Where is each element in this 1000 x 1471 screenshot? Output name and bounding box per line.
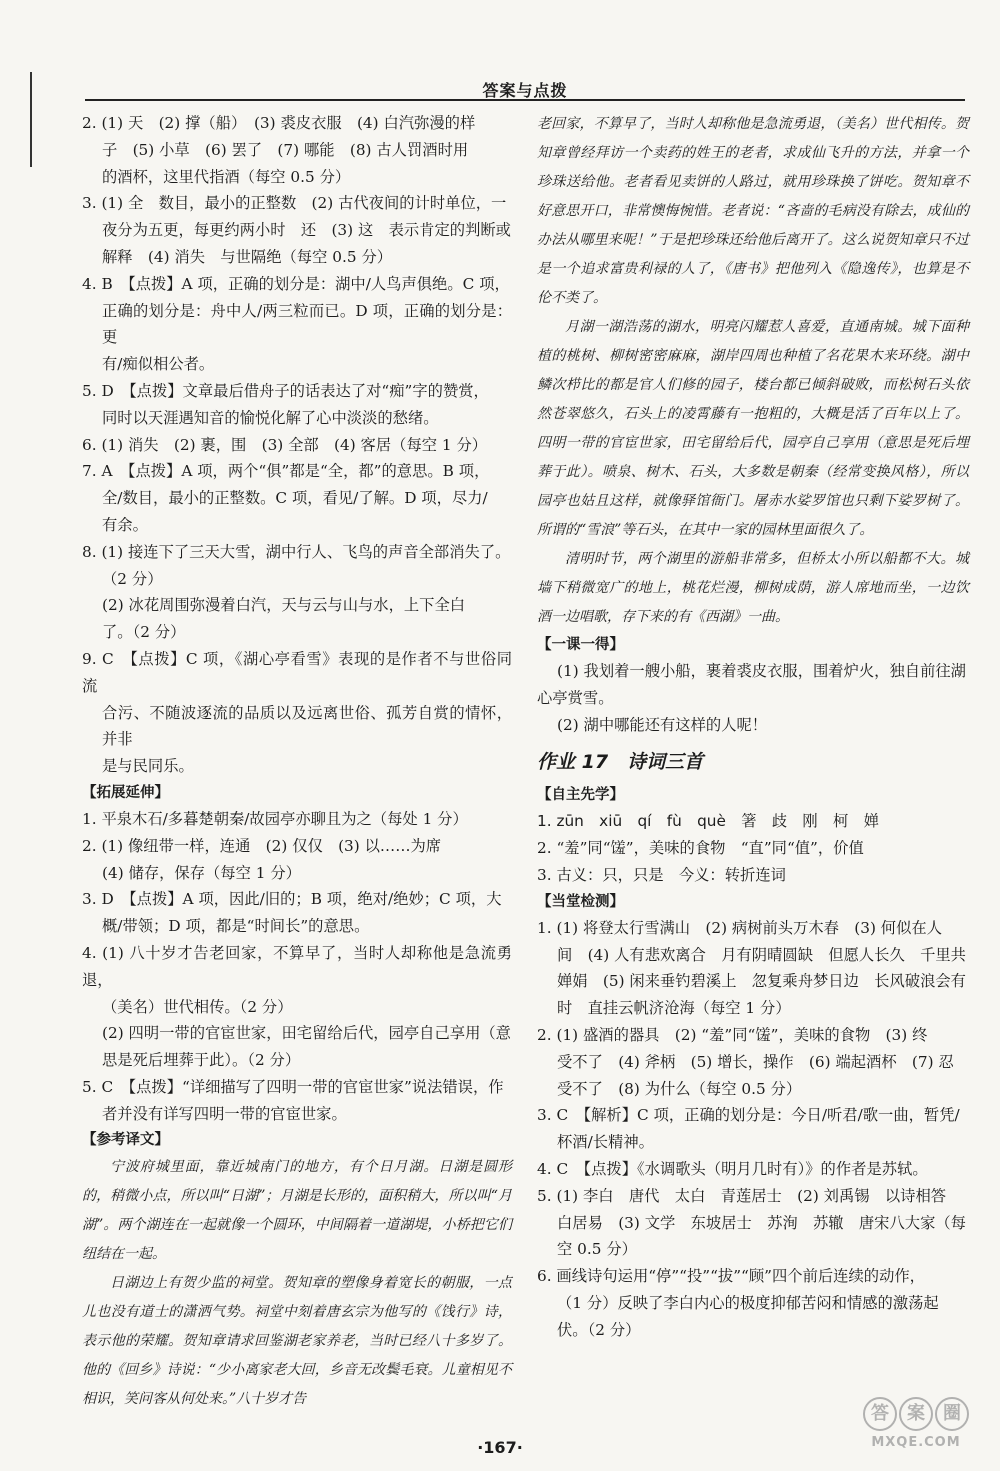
watermark-logo xyxy=(846,1397,986,1431)
answer-line: （美名）世代相传。（2 分） xyxy=(102,997,293,1016)
section-heading: 【拓展延伸】 xyxy=(82,784,169,801)
watermark-logo-char: 圈 xyxy=(935,1397,969,1431)
answer-line: 解释 (4) 消失 与世隔绝（每空 0.5 分） xyxy=(102,247,393,266)
answer-item: 3. (1) 全 数目，最小的正整数 (2) 古代夜间的计时单位，一 xyxy=(82,194,507,213)
translation-paragraph: 老回家，不算早了，当时人却称他是急流勇退，（美名）世代相传。贺知章曾经拜访一个卖药的姓王的老者，求成仙飞升的方法，并拿一个珍珠送给他。老者看见卖饼的人路过，就用珍珠换了饼吃。贺知章不好意思开口，非常懊悔惋惜。老者说：“吝啬的毛病没有除去，成仙的办法从哪里来呢！”于是把珍珠还给他后离开了。这么说贺知章只不过是一个追求富贵利禄的人了，《唐书》把他列入《隐逸传》，也算是不伦不类了。 xyxy=(537,116,969,306)
answer-line: 间 (4) 人有悲欢离合 月有阴晴圆缺 但愿人长久 千里共 xyxy=(557,945,966,964)
answer-item: 5. D 【点拨】文章最后借舟子的话表达了对“痴”字的赞赏， xyxy=(82,381,489,400)
translation-paragraph: 月湖一湖浩荡的湖水，明亮闪耀惹人喜爱，直通南城。城下面种植的桃树、柳树密密麻麻，湖岸四周也种植了名花果木来环绕。湖中鳞次栉比的都是官人们修的园子，楼台都已倾斜破败，而松树石头依然苍翠悠久，石头上的凌霄藤有一抱粗的，大概是活了百年以上了。四明一带的官宦世家，田宅留给后代，园亭自己享用（意思是死后埋葬于此）。喷泉、树木、石头，大多数是朝秦（经常变换风格），所以园亭也姑且这样，就像驿馆衙门。屠赤水娑罗馆也只剩下娑罗树了。所谓的“雪浪”等石头，在其中一家的园林里面很久了。 xyxy=(537,319,969,538)
answer-item: 1. (1) 将登太行雪满山 (2) 病树前头万木春 (3) 何似在人 xyxy=(537,918,942,937)
page-number: ·167· xyxy=(477,1438,523,1457)
answer-item: 1. 平泉木石/多暮楚朝秦/故园亭亦聊且为之（每处 1 分） xyxy=(82,809,468,828)
answer-line: （1 分）反映了李白内心的极度抑郁苦闷和情感的激荡起 xyxy=(557,1293,939,1312)
answer-line: 夜分为五更，每更约两小时 还 (3) 这 表示肯定的判断或 xyxy=(102,221,511,240)
answer-item: 4. (1) 八十岁才告老回家，不算早了，当时人却称他是急流勇退， xyxy=(82,943,512,989)
answer-item: 2. (1) 像纽带一样，连通 (2) 仅仅 (3) 以……为席 xyxy=(82,836,442,855)
answer-item: 9. C 【点拨】C 项，《湖心亭看雪》表现的是作者不与世俗同流 xyxy=(82,649,512,695)
answer-line: 者并没有详写四明一带的官宦世家。 xyxy=(102,1104,347,1123)
left-column xyxy=(82,110,512,1414)
translation-paragraph: 日湖边上有贺少监的祠堂。贺知章的塑像身着宽长的朝服，一点儿也没有道士的潇洒气势。祠堂中刻着唐玄宗为他写的《饯行》诗，表示他的荣耀。贺知章请求回鉴湖老家养老，当时已经八十多岁了。他的《回乡》诗说：“少小离家老大回，乡音无改鬓毛衰。儿童相见不相识，笑问客从何处来。”八十岁才告 xyxy=(82,1275,512,1408)
answer-line: 伏。（2 分） xyxy=(557,1320,641,1339)
answer-item: 6. (1) 消失 (2) 裹，围 (3) 全部 (4) 客居（每空 1 分） xyxy=(82,435,488,454)
answer-line: 白居易 (3) 文学 东坡居士 苏洵 苏辙 唐宋八大家（每 xyxy=(557,1213,966,1232)
answer-item: 6. 画线诗句运用“停”“投”“拔”“顾”四个前后连续的动作， xyxy=(537,1267,925,1286)
answer-line: 的酒杯，这里代指酒（每空 0.5 分） xyxy=(102,167,351,186)
answer-line: 受不了 (8) 为什么（每空 0.5 分） xyxy=(557,1079,802,1098)
answer-line: (2) 湖中哪能还有这样的人呢！ xyxy=(557,715,768,734)
watermark-logo-char: 答 xyxy=(863,1397,897,1431)
answer-line: 正确的划分是：舟中人/两三粒而已。D 项，正确的划分是：更 xyxy=(102,301,512,347)
answer-line: 是与民同乐。 xyxy=(102,757,194,776)
answer-line: 有/痴似相公者。 xyxy=(102,355,215,374)
section-heading: 【参考译文】 xyxy=(82,1132,169,1149)
answer-line: 有余。 xyxy=(102,515,148,534)
answer-line: 受不了 (4) 斧柄 (5) 增长，操作 (6) 端起酒杯 (7) 忍 xyxy=(557,1052,954,1071)
answer-line: 思是死后埋葬于此）。（2 分） xyxy=(102,1051,301,1070)
answer-line: 空 0.5 分） xyxy=(557,1240,637,1259)
answer-line: (4) 储存，保存（每空 1 分） xyxy=(102,863,301,882)
answer-line: (2) 四明一带的官宦世家，田宅留给后代，园亭自己享用（意 xyxy=(102,1024,511,1043)
answer-item: 2. (1) 盛酒的器具 (2) “羞”同“馐”，美味的食物 (3) 终 xyxy=(537,1025,928,1044)
answer-item: 2. “羞”同“馐”，美味的食物 “直”同“值”，价值 xyxy=(537,839,864,858)
watermark-site: MXQE.COM xyxy=(871,1435,961,1450)
translation-paragraph: 清明时节，两个湖里的游船非常多，但桥太小所以船都不大。城墙下稍微宽广的地上，桃花烂漫，柳树成荫，游人席地而坐，一边饮酒一边唱歌，存下来的有《西湖》一曲。 xyxy=(537,551,969,625)
page-header-title: 答案与点拨 xyxy=(482,81,568,100)
answer-line: 子 (5) 小草 (6) 罢了 (7) 哪能 (8) 古人罚酒时用 xyxy=(102,140,469,159)
answer-line: 心亭赏雪。 xyxy=(537,688,614,707)
answer-line: （2 分） xyxy=(102,569,163,588)
pinyin-answer: 1. zūn xiū qí fù què 箸 歧 刚 柯 婵 xyxy=(537,812,879,831)
answer-item: 3. C 【解析】C 项，正确的划分是：今日/听君/歌一曲，暂凭/ xyxy=(537,1106,960,1125)
answer-line: 全/数目，最小的正整数。C 项，看见/了解。D 项，尽力/ xyxy=(102,489,488,508)
answer-item: 2. (1) 天 (2) 撑（船） (3) 裘皮衣服 (4) 白汽弥漫的样 xyxy=(82,114,476,132)
answer-item: 3. 古义：只，只是 今义：转折连词 xyxy=(537,865,786,884)
section-heading: 【当堂检测】 xyxy=(537,893,624,910)
watermark-logo-char: 案 xyxy=(899,1397,933,1431)
answer-item: 5. (1) 李白 唐代 太白 青莲居士 (2) 刘禹锡 以诗相答 xyxy=(537,1186,947,1205)
header-rule xyxy=(85,99,965,101)
section-heading: 【自主先学】 xyxy=(537,787,624,804)
watermark xyxy=(846,1393,986,1465)
answer-line: (1) 我划着一艘小船，裹着裘皮衣服，围着炉火，独自前往湖 xyxy=(557,662,966,680)
answer-item: 4. B 【点拨】A 项，正确的划分是：湖中/人鸟声俱绝。C 项， xyxy=(82,274,510,293)
answer-line: (2) 冰花周围弥漫着白汽，天与云与山与水，上下全白 xyxy=(102,596,466,615)
answer-item: 4. C 【点拨】《水调歌头（明月几时有）》的作者是苏轼。 xyxy=(537,1159,928,1178)
answer-item: 5. C 【点拨】“详细描写了四明一带的官宦世家”说法错误，作 xyxy=(82,1077,504,1096)
answer-line: 杯酒/长精神。 xyxy=(557,1133,654,1152)
answer-line: 了。（2 分） xyxy=(102,623,186,642)
right-column xyxy=(537,110,969,1344)
section-heading: 【一课一得】 xyxy=(537,637,624,653)
answer-line: 合污、不随波逐流的品质以及远离世俗、孤芳自赏的情怀，并非 xyxy=(102,703,512,749)
answer-item: 3. D 【点拨】A 项，因此/旧的；B 项，绝对/绝妙；C 项，大 xyxy=(82,890,502,909)
answer-line: 时 直挂云帆济沧海（每空 1 分） xyxy=(557,999,791,1018)
answer-item: 8. (1) 接连下了三天大雪，湖中行人、飞鸟的声音全部消失了。 xyxy=(82,542,511,561)
answer-item: 7. A 【点拨】A 项，两个“俱”都是“全，都”的意思。B 项， xyxy=(82,462,490,481)
answer-line: 婵娟 (5) 闲来垂钓碧溪上 忽复乘舟梦日边 长风破浪会有 xyxy=(557,972,966,991)
answer-line: 同时以天涯遇知音的愉悦化解了心中淡淡的愁绪。 xyxy=(102,408,439,427)
assignment-title: 作业 17 诗词三首 xyxy=(537,751,704,774)
answer-line: 概/带领；D 项，都是“时间长”的意思。 xyxy=(102,917,370,936)
translation-paragraph: 宁波府城里面，靠近城南门的地方，有个日月湖。日湖是圆形的，稍微小点，所以叫“日湖”；月湖是长形的，面积稍大，所以叫“月湖”。两个湖连在一起就像一个圆环，中间隔着一道湖堤，小桥把它们纽结在一起。 xyxy=(82,1159,512,1263)
binding-mark xyxy=(30,72,32,167)
